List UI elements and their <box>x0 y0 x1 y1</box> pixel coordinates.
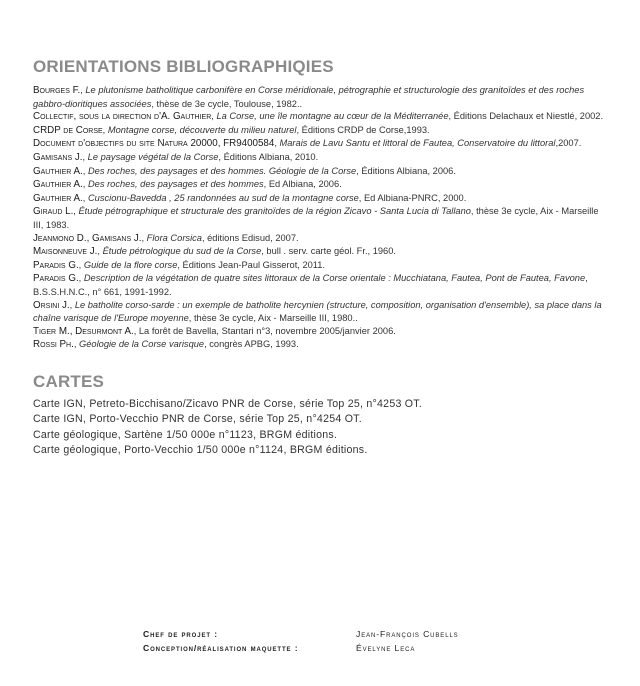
entry-author: Gauthier A. <box>33 192 83 204</box>
entry-details: , Éditions Jean-Paul Gisserot, 2011. <box>177 259 326 270</box>
entry-author: Gamisans J. <box>33 151 83 163</box>
entry-author: Orsini J. <box>33 299 70 311</box>
entry-separator: , <box>78 273 84 284</box>
entry-separator: , <box>97 246 103 257</box>
bibliography-entry <box>33 232 605 246</box>
entry-details: , bull . serv. carte géol. Fr., 1960. <box>261 246 396 257</box>
credit-value: Jean-François Cubells <box>356 629 459 639</box>
entry-details: ,2007. <box>555 138 582 149</box>
entry-title: Le batholite corso-sarde : un exemple de batholite hercynien (structure, composition, organisation d'ensemble), sa place dans la chaîne varisque de l'Europe moyenne <box>33 299 602 324</box>
map-reference: Carte IGN, Petreto-Bicchisano/Zicavo PNR de Corse, série Top 25, n°4253 OT. <box>33 398 423 410</box>
entry-details: , Ed Albiana-PNRC, 2000. <box>358 192 467 203</box>
entry-author: Paradis G. <box>33 273 79 285</box>
entry-author: Bourges F. <box>33 85 81 96</box>
entry-separator: , <box>73 339 80 350</box>
bibliography-entry <box>33 299 605 325</box>
bibliography-entry <box>33 124 605 138</box>
map-reference: Carte géologique, Sartène 1/50 000e n°1123, BRGM éditions. <box>33 428 338 441</box>
entry-author: Jeanmono D., Gamisans J. <box>33 232 142 244</box>
entry-author: Document d'objectifs du site Natura 20000, FR9400584 <box>33 138 275 150</box>
entry-details: La forêt de Bavella, Stantari n°3, novembre 2005/janvier 2006. <box>138 325 396 336</box>
map-reference: Carte géologique, Porto-Vecchio 1/50 000e n°1124, BRGM éditions. <box>33 443 368 456</box>
entry-title: Géologie de la Corse varisque <box>79 339 205 350</box>
bibliography-entry <box>33 192 605 206</box>
entry-title: Description de la végétation de quatre sites littoraux de la Corse orientale : Mucchiatana, Fautea, Pont de Fautea, Favone <box>83 273 586 284</box>
entry-author: Gauthier A. <box>33 165 83 177</box>
bibliography-entry <box>33 84 605 110</box>
credit-label: Chef de projet : <box>143 629 218 639</box>
entry-details: , thèse de 3e cycle, Toulouse, 1982.. <box>151 98 303 109</box>
entry-separator: , <box>274 138 280 149</box>
entry-details: , congrès APBG, 1993. <box>204 339 299 350</box>
entry-details: , Éditions Delachaux et Niestlé, 2002. <box>448 111 604 122</box>
entry-details: , Éditions CRDP de Corse,1993. <box>296 124 430 135</box>
entry-author: Collectif, sous la direction d'A. Gauthier <box>33 111 212 123</box>
entry-title: Guide de la flore corse <box>83 259 178 270</box>
entry-separator: , <box>82 165 88 176</box>
bibliography-entry <box>33 137 605 151</box>
entry-separator: , <box>73 206 79 217</box>
entry-details: , Ed Albiana, 2006. <box>263 179 342 190</box>
entry-title: Des roches, des paysages et des hommes <box>87 179 264 190</box>
entry-details: , thèse 3e cycle, Aix - Marseille III, 1980.. <box>188 313 358 324</box>
section-title-bibliography: ORIENTATIONS BIBLIOGRAPHIQIES <box>33 57 334 76</box>
entry-title: Le plutonisme batholitique carbonifère en Corse méridionale, pétrographie et structurologie des granitoïdes et des roches gabbro-dioritiques associées <box>33 85 585 109</box>
entry-title: Étude pétrologique du sud de la Corse <box>102 246 262 257</box>
entry-separator: , <box>69 299 75 310</box>
bibliography-entry <box>33 272 605 298</box>
credit-value: Évelyne Leca <box>356 643 416 653</box>
entry-author: CRDP de Corse <box>33 124 103 136</box>
maps-list <box>33 397 605 458</box>
entry-author: Rossi Ph. <box>33 339 74 351</box>
entry-separator: , <box>80 85 86 95</box>
entry-separator: , <box>102 124 108 135</box>
entry-separator: , <box>82 192 88 203</box>
entry-title: Montagne corse, découverte du milieu naturel <box>107 124 297 135</box>
entry-author: Gauthier A. <box>33 179 83 191</box>
bibliography-entry <box>33 245 605 259</box>
entry-title: Cuscionu-Bavedda , 25 randonnées au sud de la montagne corse <box>87 192 359 203</box>
bibliography-entry <box>33 338 605 352</box>
bibliography-list <box>33 84 605 352</box>
entry-details: , Éditions Albiana, 2010. <box>218 151 319 162</box>
entry-separator: , <box>82 151 88 162</box>
entry-details: , thèse 3e cycle, Aix - Marseille III, 1983. <box>33 206 599 230</box>
entry-title: Marais de Lavu Santu et littoral de Fautea, Conservatoire du littoral <box>279 138 556 149</box>
bibliography-entry <box>33 205 605 231</box>
entry-title: Le paysage végétal de la Corse <box>87 151 219 162</box>
entry-separator: , <box>78 259 84 270</box>
entry-separator: , <box>82 179 88 190</box>
entry-author: Paradis G. <box>33 259 79 271</box>
entry-details: , Éditions Albiana, 2006. <box>356 165 456 176</box>
entry-separator: , <box>133 325 139 336</box>
entry-title: Étude pétrographique et structurale des granitoïdes de la région Zicavo - Santa Lucia di Tallano <box>78 206 471 217</box>
map-reference: Carte IGN, Porto-Vecchio PNR de Corse, série Top 25, n°4254 OT. <box>33 413 362 426</box>
bibliography-entry <box>33 259 605 273</box>
entry-separator: , <box>141 232 147 243</box>
bibliography-entry <box>33 110 605 124</box>
bibliography-entry <box>33 325 605 339</box>
section-title-maps: CARTES <box>33 372 105 391</box>
bibliography-entry <box>33 178 605 192</box>
entry-title: Des roches, des paysages et des hommes. Géologie de la Corse <box>87 165 357 176</box>
entry-title: Flora Corsica <box>146 232 202 243</box>
entry-author: Giraud L. <box>33 206 74 218</box>
entry-details: , B.S.S.H.N.C., n° 661, 1991-1992. <box>33 273 588 297</box>
entry-title: La Corse, une île montagne au cœur de la Méditerranée <box>216 111 449 122</box>
credit-label: Conception/réalisation maquette : <box>143 643 299 653</box>
bibliography-entry <box>33 151 605 165</box>
entry-author: Maisonneuve J. <box>33 246 98 258</box>
bibliography-entry <box>33 165 605 179</box>
entry-separator: , <box>211 111 217 122</box>
entry-details: , éditions Edisud, 2007. <box>201 232 299 243</box>
entry-author: Tiger M., Desurmont A. <box>33 325 134 337</box>
